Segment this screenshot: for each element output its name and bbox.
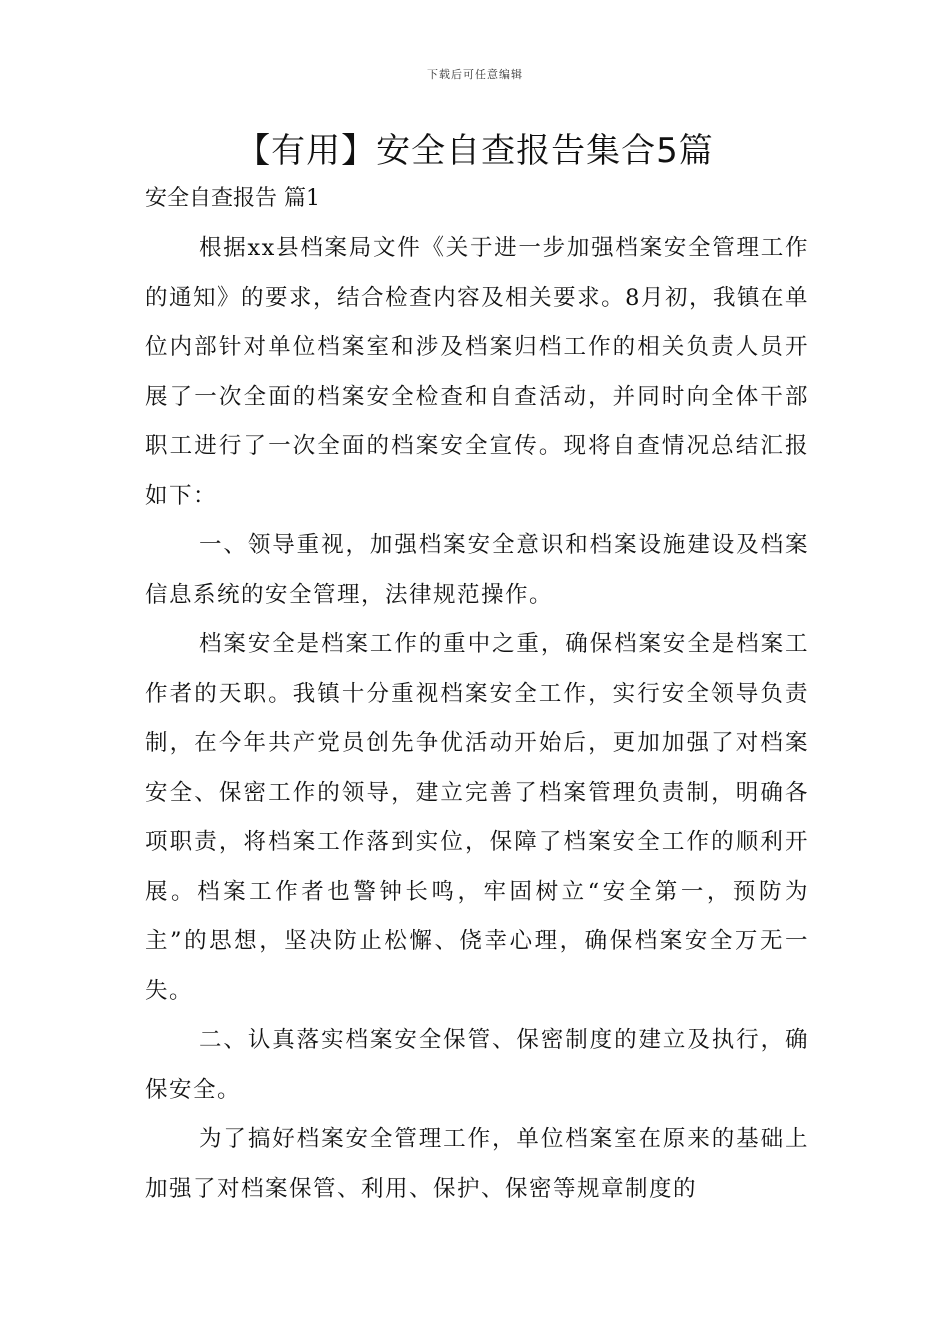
- paragraph-point-one: 一、领导重视，加强档案安全意识和档案设施建设及档案信息系统的安全管理，法律规范操作。: [145, 532, 809, 608]
- page-header-note: 下载后可任意编辑: [427, 68, 523, 81]
- paragraph-management: 为了搞好档案安全管理工作，单位档案室在原来的基础上加强了对档案保管、利用、保护、保密等规章制度的: [145, 1126, 809, 1202]
- paragraph-intro: 根据xx县档案局文件《关于进一步加强档案安全管理工作的通知》的要求，结合检查内容及相关要求。8月初，我镇在单位内部针对单位档案室和涉及档案归档工作的相关负责人员开展了一次全面的档案安全检查和自查活动，并同时向全体干部职工进行了一次全面的档案安全宣传。现将自查情况总结汇报如下：: [145, 235, 809, 509]
- document-title: 【有用】安全自查报告集合5篇: [236, 131, 714, 171]
- document-body: [145, 224, 809, 1214]
- paragraph-point-two: 二、认真落实档案安全保管、保密制度的建立及执行，确保安全。: [145, 1027, 809, 1103]
- section-heading: 安全自查报告 篇1: [145, 186, 320, 211]
- paragraph-archive-safety: 档案安全是档案工作的重中之重，确保档案安全是档案工作者的天职。我镇十分重视档案安全工作，实行安全领导负责制，在今年共产党员创先争优活动开始后，更加加强了对档案安全、保密工作的领导，建立完善了档案管理负责制，明确各项职责，将档案工作落到实位，保障了档案安全工作的顺利开展。档案工作者也警钟长鸣，牢固树立“安全第一，预防为主”的思想，坚决防止松懈、侥幸心理，确保档案安全万无一失。: [145, 631, 809, 1004]
